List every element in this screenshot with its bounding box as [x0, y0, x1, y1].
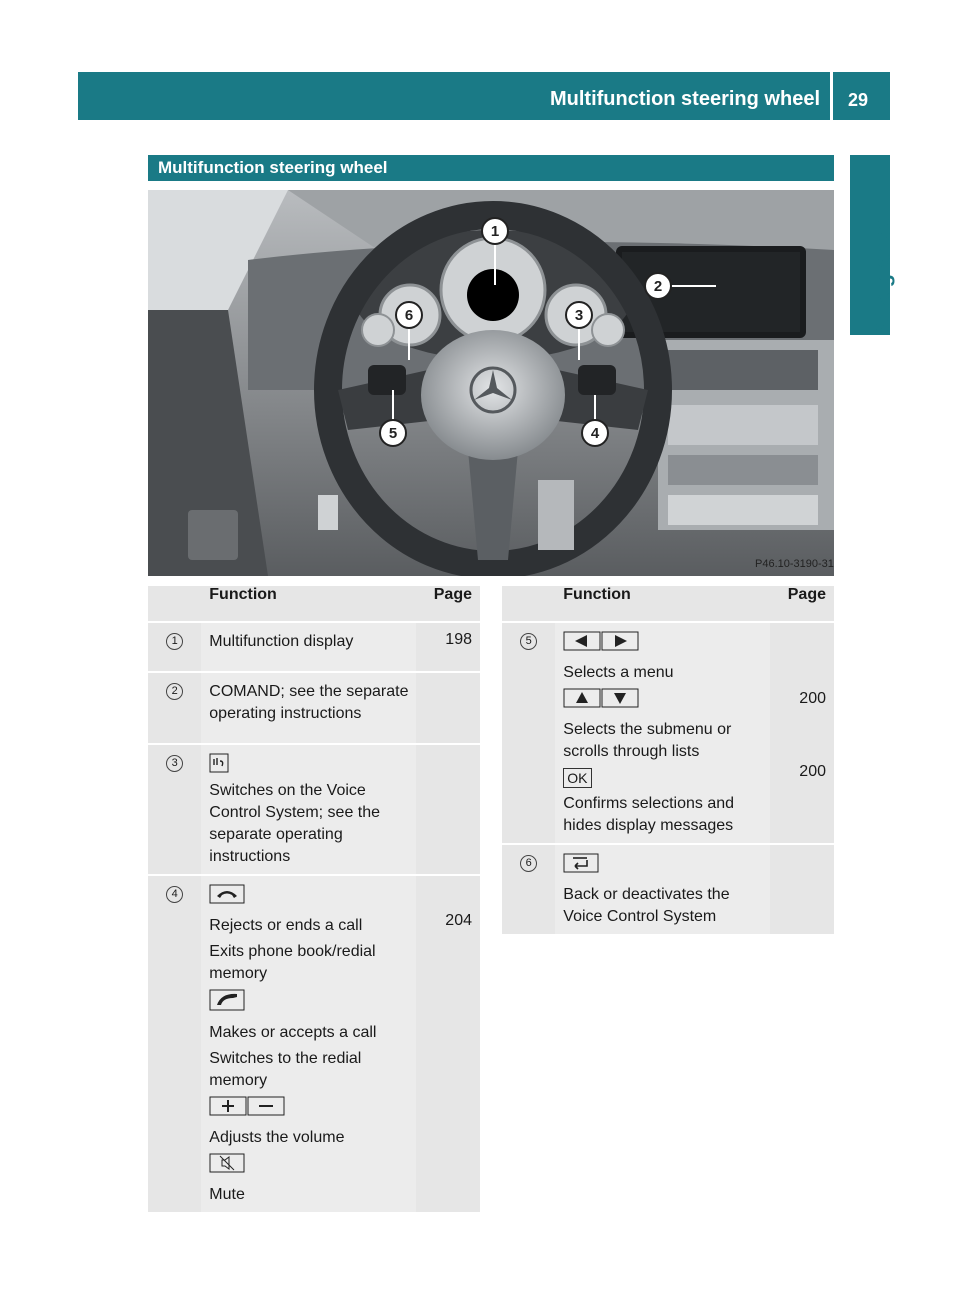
- row-number: 4: [148, 875, 201, 1212]
- row-number: 1: [148, 622, 201, 672]
- function-text: Mute: [209, 1186, 245, 1203]
- function-table-left: [148, 586, 480, 1212]
- function-text: Back or deactivates the Voice Control System: [563, 886, 730, 925]
- num-header: [148, 586, 201, 622]
- volume-plus-minus-icon: [209, 1096, 412, 1123]
- svg-text:5: 5: [388, 425, 398, 442]
- function-header: Function: [201, 586, 416, 622]
- microphone-icon: [209, 753, 412, 780]
- page-ref: 204: [416, 875, 480, 1212]
- svg-text:4: 4: [590, 425, 600, 442]
- row-number: 5: [502, 622, 555, 844]
- side-tab-label: At a glance: [870, 217, 895, 335]
- page-header: Page: [770, 586, 834, 622]
- page-ref: 200: [799, 690, 826, 707]
- function-text: Rejects or ends a call: [209, 917, 363, 934]
- function-text: COMAND; see the separate operating instructions: [201, 672, 416, 744]
- mute-icon: [209, 1153, 412, 1180]
- page-header: Page: [416, 586, 480, 622]
- back-icon: [563, 853, 766, 880]
- svg-text:1: 1: [490, 223, 500, 240]
- left-right-arrow-keys-icon: [563, 631, 766, 658]
- function-text: Exits phone book/redial memory: [209, 943, 376, 982]
- image-caption: P46.10-3190-31: [755, 558, 834, 570]
- page-ref: 200: [799, 763, 826, 780]
- function-table-right: [502, 586, 834, 934]
- section-title: Multifunction steering wheel: [158, 158, 388, 177]
- page-number: 29: [848, 90, 869, 110]
- function-text: Multifunction display: [201, 622, 416, 672]
- page-ref: 198: [416, 622, 480, 672]
- svg-text:6: 6: [404, 307, 414, 324]
- row-number: 3: [148, 744, 201, 875]
- num-header: [502, 586, 555, 622]
- page-ref: [416, 672, 480, 744]
- row-number: 6: [502, 844, 555, 934]
- svg-text:3: 3: [574, 307, 584, 324]
- function-text: Selects the submenu or scrolls through lists: [563, 721, 732, 760]
- function-text: Switches on the Voice Control System; see the separate operating instructions: [209, 782, 381, 865]
- ok-key-icon: OK: [563, 768, 591, 788]
- phone-pickup-icon: [209, 989, 412, 1018]
- function-text: Makes or accepts a call: [209, 1024, 377, 1041]
- up-down-arrow-keys-icon: [563, 688, 766, 715]
- steering-wheel-photo: [148, 190, 834, 576]
- function-text: Adjusts the volume: [209, 1129, 345, 1146]
- phone-hangup-icon: [209, 884, 412, 911]
- function-text: Confirms selections and hides display messages: [563, 795, 735, 834]
- svg-text:2: 2: [653, 278, 663, 295]
- header-divider: [830, 72, 833, 120]
- function-text: Selects a menu: [563, 664, 674, 681]
- function-text: Switches to the redial memory: [209, 1050, 362, 1089]
- row-number: 2: [148, 672, 201, 744]
- function-header: Function: [555, 586, 770, 622]
- page-header-title: Multifunction steering wheel: [549, 88, 820, 110]
